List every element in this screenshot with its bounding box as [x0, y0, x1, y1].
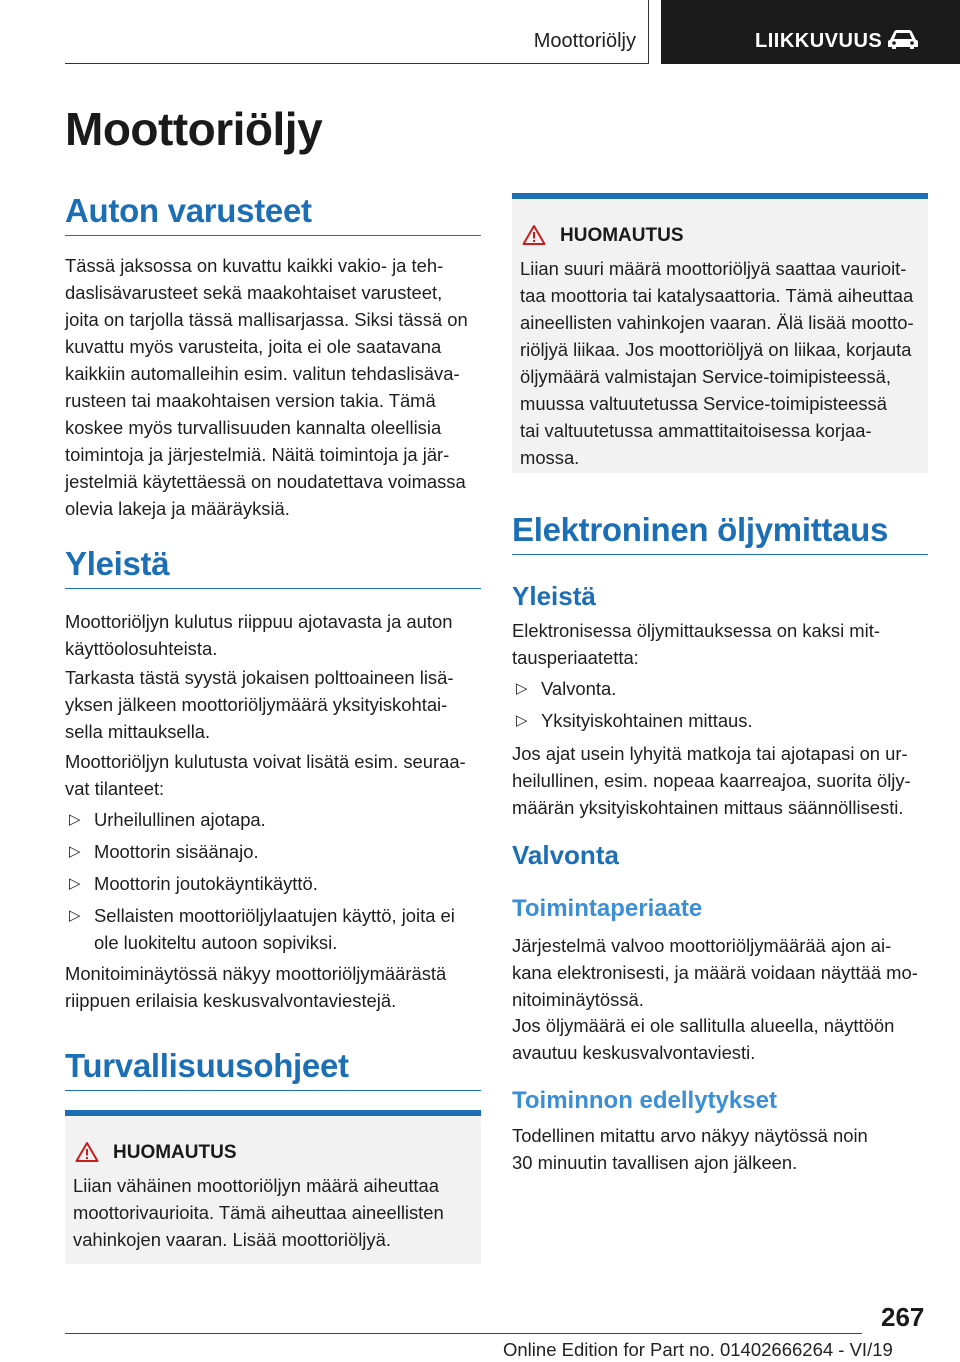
- paragraph-electronic-2: [512, 740, 928, 821]
- text-line: kaikkiin automalleihin esim. valitun tehdaslisäva-: [65, 363, 460, 384]
- heading-electronic-measurement: Elektroninen öljymittaus: [512, 511, 889, 548]
- triangle-bullet-icon: ▷: [69, 811, 81, 828]
- text-line: Monitoiminäytössä näkyy moottoriöljymäärästä: [65, 963, 447, 984]
- list-item: [512, 707, 928, 734]
- text-line: Elektronisessa öljymittauksessa on kaksi mit-: [512, 620, 880, 641]
- list-item: [65, 870, 481, 897]
- text-line: sella mittauksella.: [65, 721, 211, 742]
- text-line: määrän yksityiskohtainen mittaus säännöllisesti.: [512, 797, 904, 818]
- triangle-bullet-icon: ▷: [69, 907, 81, 924]
- paragraph-electronic-1: [512, 617, 928, 671]
- list-item: [512, 675, 928, 702]
- text-line: Liian vähäinen moottoriöljyn määrä aiheuttaa: [73, 1175, 439, 1196]
- list-item: [65, 838, 481, 865]
- text-line: heilullinen, esim. nopeaa kaarreajoa, suorita öljy-: [512, 770, 911, 791]
- triangle-bullet-icon: ▷: [516, 712, 528, 729]
- notice-text: [520, 255, 928, 471]
- text-line: taa moottoria tai katalysaattoria. Tämä aiheuttaa: [520, 285, 914, 306]
- notice-title: HUOMAUTUS: [113, 1142, 237, 1163]
- text-line: Moottoriöljyn kulutusta voivat lisätä esim. seuraa-: [65, 751, 466, 772]
- warning-icon: [522, 224, 546, 246]
- text-line: Jos öljymäärä ei ole sallitulla alueella, näyttöön: [512, 1015, 895, 1036]
- notice-text: [73, 1172, 473, 1253]
- subheading-conditions: Toiminnon edellytykset: [512, 1087, 777, 1114]
- page-number: 267: [881, 1302, 925, 1332]
- footer-edition: Online Edition for Part no. 01402666264 - VI/19: [503, 1339, 893, 1360]
- text-line: moottorivaurioita. Tämä aiheuttaa aineellisten: [73, 1202, 444, 1223]
- text-line: ole luokiteltu autoon sopiviksi.: [94, 932, 338, 953]
- text-line: muussa valtuutetussa Service-toimipisteessä: [520, 393, 887, 414]
- paragraph-general-1: [65, 608, 481, 662]
- text-line: tausperiaatetta:: [512, 647, 639, 668]
- text-line: vat tilanteet:: [65, 778, 165, 799]
- text-line: riippuen erilaisia keskusvalvontaviestejä.: [65, 990, 397, 1011]
- paragraph-principle-2: [512, 1012, 928, 1066]
- header-chapter-label: LIIKKUVUUS: [755, 30, 883, 52]
- text-line: Moottorin sisäänajo.: [94, 841, 259, 862]
- text-line: jestelmiä käytettäessä on noudatettava voimassa: [65, 471, 466, 492]
- text-line: koskee myös turvallisuuden kannalta oleellisia: [65, 417, 442, 438]
- text-line: Yksityiskohtainen mittaus.: [541, 710, 753, 731]
- text-line: Sellaisten moottoriöljylaatujen käyttö, joita ei: [94, 905, 455, 926]
- paragraph-equipment: [65, 252, 481, 522]
- paragraph-general-4: [65, 960, 481, 1014]
- text-line: Tässä jaksossa on kuvattu kaikki vakio- ja teh-: [65, 255, 444, 276]
- text-line: vahinkojen vaaran. Lisää moottoriöljyä.: [73, 1229, 391, 1250]
- subheading-general: Yleistä: [512, 581, 596, 611]
- subheading-monitoring: Valvonta: [512, 840, 619, 870]
- text-line: Moottoriöljyn kulutus riippuu ajotavasta ja auton: [65, 611, 453, 632]
- notice-box: [512, 193, 928, 473]
- heading-rule: [512, 554, 928, 555]
- text-line: mossa.: [520, 447, 580, 468]
- text-line: Urheilullinen ajotapa.: [94, 809, 266, 830]
- list-item: [65, 806, 481, 833]
- paragraph-general-2: [65, 664, 481, 745]
- triangle-bullet-icon: ▷: [69, 875, 81, 892]
- heading-equipment: Auton varusteet: [65, 192, 312, 229]
- text-line: riöljyä liikaa. Jos moottoriöljyä on liikaa, korjauta: [520, 339, 912, 360]
- text-line: Järjestelmä valvoo moottoriöljymäärää ajon ai-: [512, 935, 892, 956]
- subheading-principle: Toimintaperiaate: [512, 895, 703, 922]
- header-chapter-tab: [661, 0, 960, 64]
- text-line: Liian suuri määrä moottoriöljyä saattaa vaurioit-: [520, 258, 907, 279]
- text-line: käyttöolosuhteista.: [65, 638, 218, 659]
- text-line: joita on tarjolla tässä mallisarjassa. Siksi tässä on: [65, 309, 468, 330]
- warning-icon: [75, 1141, 99, 1163]
- car-icon: [886, 28, 920, 50]
- heading-general: Yleistä: [65, 545, 170, 582]
- text-line: Moottorin joutokäyntikäyttö.: [94, 873, 318, 894]
- text-line: Todellinen mitattu arvo näkyy näytössä noin: [512, 1125, 868, 1146]
- page-title: Moottoriöljy: [65, 103, 323, 155]
- heading-safety: Turvallisuusohjeet: [65, 1047, 349, 1084]
- text-line: olevia lakeja ja määräyksiä.: [65, 498, 290, 519]
- heading-rule: [65, 235, 481, 236]
- footer-rule: [65, 1333, 862, 1334]
- header-section-title: Moottoriöljy: [533, 30, 636, 52]
- text-line: kuvattu myös varusteita, joita ei ole saatavana: [65, 336, 442, 357]
- heading-rule: [65, 1090, 481, 1091]
- paragraph-conditions: [512, 1122, 928, 1176]
- text-line: Valvonta.: [541, 678, 617, 699]
- triangle-bullet-icon: ▷: [69, 843, 81, 860]
- text-line: öljymäärä valmistajan Service-toimipisteessä,: [520, 366, 892, 387]
- text-line: daslisävarusteet sekä maakohtaiset varusteet,: [65, 282, 443, 303]
- text-line: nitoiminäytössä.: [512, 989, 644, 1010]
- triangle-bullet-icon: ▷: [516, 680, 528, 697]
- text-line: avautuu keskusvalvontaviesti.: [512, 1042, 756, 1063]
- heading-rule: [65, 588, 481, 589]
- text-line: Jos ajat usein lyhyitä matkoja tai ajotapasi on ur-: [512, 743, 908, 764]
- text-line: yksen jälkeen moottoriöljymäärä yksityiskohtai-: [65, 694, 448, 715]
- text-line: rusteen tai maakohtaisen version takia. Tämä: [65, 390, 436, 411]
- paragraph-principle-1: [512, 932, 928, 1013]
- text-line: aineellisten vahinkojen vaaran. Älä lisää mootto-: [520, 312, 914, 333]
- text-line: tai valtuutetussa ammattitaitoisessa korjaa-: [520, 420, 872, 441]
- notice-box: [65, 1110, 481, 1264]
- text-line: 30 minuutin tavallisen ajon jälkeen.: [512, 1152, 798, 1173]
- text-line: kana elektronisesti, ja määrä voidaan näyttää mo-: [512, 962, 918, 983]
- paragraph-general-3: [65, 748, 481, 802]
- text-line: Tarkasta tästä syystä jokaisen polttoaineen lisä-: [65, 667, 454, 688]
- list-item: [65, 902, 481, 956]
- text-line: toimintoja ja järjestelmiä. Näitä toimintoja ja jär-: [65, 444, 450, 465]
- notice-title: HUOMAUTUS: [560, 225, 684, 246]
